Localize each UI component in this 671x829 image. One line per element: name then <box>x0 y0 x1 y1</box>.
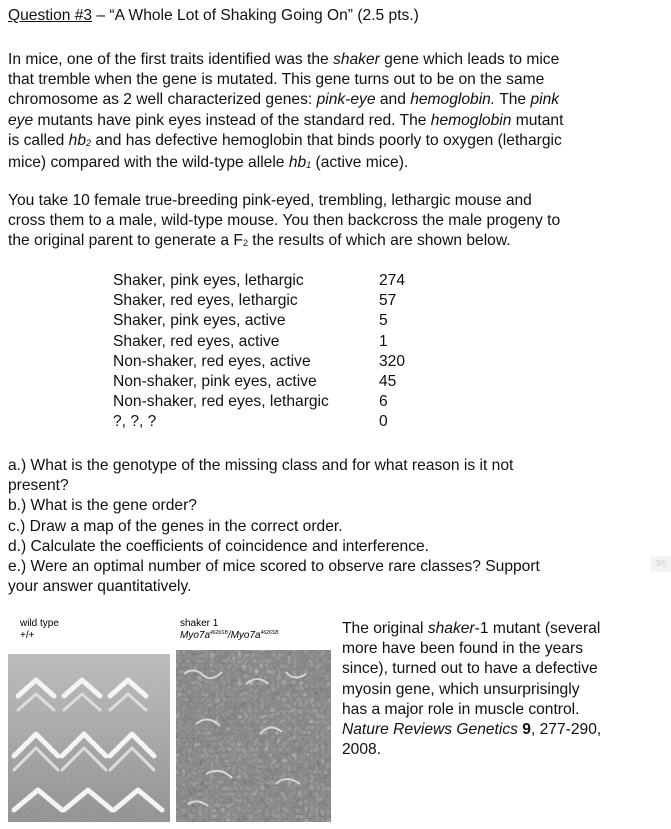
shaker-micrograph <box>176 614 331 822</box>
question-number: Question #3 <box>8 7 93 24</box>
intro-line-6: mice) compared with the wild-type allele hb1 (active mice). <box>8 154 409 172</box>
phenotype-cell: Non-shaker, pink eyes, active <box>113 372 317 390</box>
figure-caption <box>342 619 662 760</box>
phenotype-cell: Shaker, pink eyes, active <box>113 312 286 330</box>
wild-type-micrograph <box>8 614 170 822</box>
count-cell: 57 <box>379 292 397 310</box>
intro-line-4: eye mutants have pink eyes instead of the standard red. The hemoglobin mutant <box>8 111 564 129</box>
phenotype-cell: ?, ?, ? <box>113 413 157 431</box>
caption-year: 2008. <box>342 741 382 759</box>
phenotype-cell: Shaker, pink eyes, lethargic <box>113 272 304 289</box>
question-a-line-1: a.) What is the genotype of the missing class and for what reason is it not <box>8 457 514 474</box>
count-cell: 0 <box>379 413 388 431</box>
intro-paragraph <box>8 50 563 175</box>
phenotype-cell: Non-shaker, red eyes, active <box>113 352 311 370</box>
shaker-label: shaker 1 <box>180 618 219 629</box>
cross-paragraph <box>8 191 560 254</box>
shaker-hair-cells-image <box>176 614 331 822</box>
count-cell: 1 <box>379 332 388 350</box>
cross-line-2: cross them to a male, wild-type mouse. You then backcross the male progeny to <box>8 212 561 230</box>
question-d: d.) Calculate the coefficients of coincidence and interference. <box>8 537 429 555</box>
count-cell: 274 <box>379 272 406 289</box>
wild-type-genotype: +/+ <box>20 630 35 641</box>
count-cell: 5 <box>379 312 388 330</box>
count-cell: 320 <box>379 352 406 370</box>
question-title <box>8 6 419 26</box>
journal-pages: , 277-290, <box>530 721 602 739</box>
caption-line-2: more have been found in the years <box>342 640 583 658</box>
count-cell: 45 <box>379 372 397 390</box>
question-a-line-2: present? <box>8 477 69 495</box>
wild-type-hair-cells-image <box>8 614 170 822</box>
question-c: c.) Draw a map of the genes in the correct order. <box>8 517 343 535</box>
count-cell: 6 <box>379 393 388 411</box>
journal-volume: 9 <box>522 721 531 739</box>
question-b: b.) What is the gene order? <box>8 497 197 515</box>
caption-line-5: has a major role in muscle control. <box>342 700 580 718</box>
question-title-text: – “A Whole Lot of Shaking Going On” (2.5 pts.) <box>92 7 419 24</box>
question-e-line-2: your answer quantitatively. <box>8 578 192 596</box>
wild-type-label: wild type <box>20 618 59 629</box>
intro-line-1: In mice, one of the first traits identified was the shaker gene which leads to mice <box>8 51 560 68</box>
journal-name: Nature Reviews Genetics <box>342 721 518 739</box>
intro-line-2: that tremble when the gene is mutated. This gene turns out to be on the same <box>8 71 545 89</box>
shaker-genotype: $Myo7a^{4626SB}/Myo7a^{4626SB}$ <box>180 630 279 641</box>
cross-line-1: You take 10 female true-breeding pink-eyed, trembling, lethargic mouse and <box>8 192 532 209</box>
phenotype-cell: Shaker, red eyes, active <box>113 332 280 350</box>
questions-list <box>8 456 540 597</box>
caption-line-4: myosin gene, which unsurprisingly <box>342 680 580 698</box>
cross-line-3: the original parent to generate a F2 the results of which are shown below. <box>8 232 511 250</box>
question-e-line-1: e.) Were an optimal number of mice scored to observe rare classes? Support <box>8 558 540 576</box>
page-indicator-tab[interactable]: 3/5 <box>651 556 671 572</box>
intro-line-5: is called hb2 and has defective hemoglobin that binds poorly to oxygen (lethargic <box>8 131 562 149</box>
caption-line-1: The original shaker-1 mutant (several <box>342 620 601 637</box>
intro-line-3: chromosome as 2 well characterized genes: pink-eye and hemoglobin. The pink <box>8 91 560 109</box>
caption-line-3: since), turned out to have a defective <box>342 660 598 678</box>
phenotype-cell: Non-shaker, red eyes, lethargic <box>113 393 329 411</box>
caption-citation <box>342 720 662 740</box>
phenotype-cell: Shaker, red eyes, lethargic <box>113 292 298 310</box>
